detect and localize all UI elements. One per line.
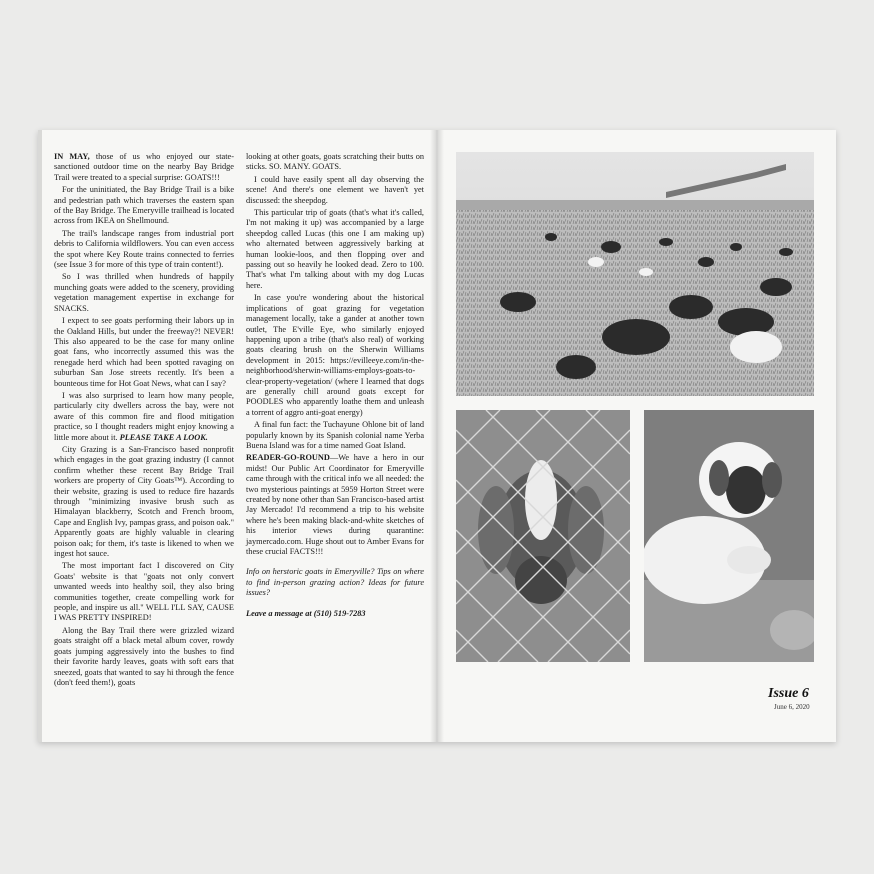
- text-column-1: [54, 152, 234, 690]
- paragraph: In case you're wondering about the historical implications of goat grazing for vegetation management locally, take a gander at another town outlet, The E'ville Eye, who similarly enjoyed happening upon a tribe (that's also real) of working goats clearing brush on the Sherwin Williams development in 2015: https://evilleeye.com/in-the-neighborhood/sherwin-williams-employs-goats-to-clear-property-vegetation/ (where I learned that dogs are generally chill around goats except for POODLES who apparently loathe them and unleash a torrent of aggro anti-goat energy): [246, 293, 424, 417]
- emphasis: PLEASE TAKE A LOOK.: [119, 432, 208, 442]
- paragraph: I was also surprised to learn how many people, particularly city dwellers across the bay, were not aware of this common fire and flood mitigation practice, so I thought readers might enjoy knowing a little more about it. PLEASE TAKE A LOOK.: [54, 390, 234, 442]
- page-edge: [38, 130, 42, 742]
- issue-number: Issue 6: [768, 686, 809, 701]
- spine-gutter: [430, 130, 444, 742]
- leave-message: Leave a message at (510) 519-7283: [246, 608, 366, 618]
- paragraph: So I was thrilled when hundreds of happily munching goats were added to the scenery, providing vegetation management expertise in exchange for SNACKS.: [54, 272, 234, 313]
- goats-field-photo: [456, 152, 814, 396]
- paragraph: City Grazing is a San-Francisco based nonprofit which engages in the goat grazing industry (I cannot confirm whether these recent Bay Bridge Trail workers are property of City Goats™). According to their website, grazing is used to reduce fire hazards through "minimizing invasive brush such as Himalayan blackberry, Scotch and French broom, Cape and English Ivy, pampas grass, and poison oak." Apparently goats are highly valuable in clearing poison oak; for them, it's taste is likened to when we ingest hot sauce.: [54, 444, 234, 559]
- text-column-2: [246, 152, 424, 621]
- paragraph: The trail's landscape ranges from industrial port debris to California wildflowers. You can even access the spot where Key Route trains connected to ferries (see Issue 3 for more of this type of train content!).: [54, 228, 234, 270]
- reader-questions: Info on herstoric goats in Emeryville? Tips on where to find in-person grazing action? Ideas for future issues?: [246, 567, 424, 598]
- sheepdog-photo: [644, 410, 814, 662]
- paragraph: READER-GO-ROUND—We have a hero in our midst! Our Public Art Coordinator for Emeryville came through with the critical info we all needed: the two mysterious paintings at 5959 Horton Street were created by none other than San Francisco-based artist Jay Mercado! I'd recommend a trip to his website where he's been making black-and-white sketches of his interior views during quarantine: jaymercado.com. Huge shout out to Amber Evans for these crucial FACTS!!!: [246, 453, 424, 557]
- paragraph: I could have easily spent all day observing the scene! And there's one element we haven't yet discussed: the sheepdog.: [246, 174, 424, 205]
- paragraph: A final fun fact: the Tuchayune Ohlone bit of land popularly known by its Spanish colonial name Yerba Buena Island was for a time named Goat Island.: [246, 420, 424, 450]
- paragraph: I expect to see goats performing their labors up in the Oakland Hills, but under the freeway?! NEVER! This also appeared to be the case for many online goat fans, who incorrectly assumed this was the renegade herd which had been spotted ravaging on suburban San Jose streets recently. It's been a bounteous time for Hot Goat News, what can I say?: [54, 316, 234, 388]
- paragraph: The most important fact I discovered on City Goats' website is that "goats not only convert unwanted weeds into healthy soil, they also bring communities together, create compelling work for people, and inspire us all." WELL I'LL SAY, CAUSE I WAS PRETTY INSPIRED!: [54, 561, 234, 623]
- lead-in: READER-GO-ROUND: [246, 453, 330, 463]
- paragraph: Along the Bay Trail there were grizzled wizard goats straight off a black metal album cover, rowdy goats jumping aggressively into the bushes to find their favorite hardy leaves, goats with soft ears that sneezed, goats that wanted to say hi through the fence (don't feed them!), goats: [54, 625, 234, 687]
- paragraph: For the uninitiated, the Bay Bridge Trail is a bike and pedestrian path which traverses the eastern span of the Bay Bridge. The Emeryville trailhead is located across from IKEA on Shellmound.: [54, 185, 234, 226]
- goat-fence-photo: [456, 410, 630, 662]
- paragraph: looking at other goats, goats scratching their butts on sticks. SO. MANY. GOATS.: [246, 152, 424, 172]
- magazine-spread: [38, 130, 836, 742]
- issue-date: June 6, 2020: [774, 703, 810, 711]
- left-page: [38, 130, 436, 742]
- paragraph: This particular trip of goats (that's what it's called, I'm not making it up) was accompanied by a large sheepdog called Lucas (this one I am making up) who alternated between aggressively barking at human lookie-loos, and then flopping over and passing out so heavily he looked dead. Zero to 100. That's what I'm talking about with my dog Lucas here.: [246, 208, 424, 290]
- paragraph: IN MAY, those of us who enjoyed our state-sanctioned outdoor time on the nearby Bay Bridge Trail were treated to a special surprise: GOATS!!!: [54, 152, 234, 182]
- lead-in: IN MAY,: [54, 152, 90, 161]
